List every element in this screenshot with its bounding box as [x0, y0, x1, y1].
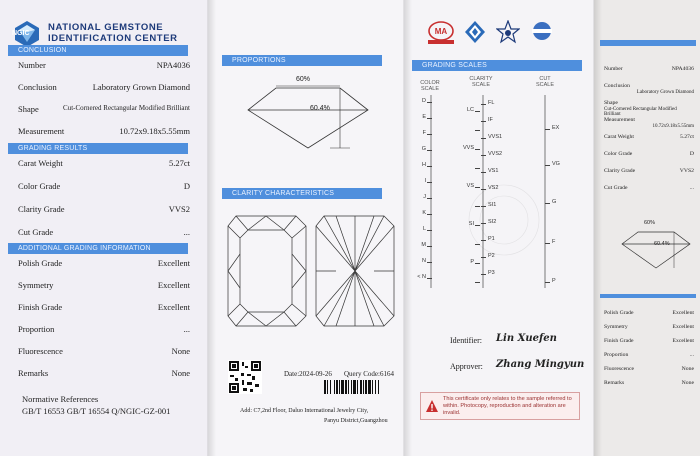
section-conclusion: CONCLUSION	[8, 45, 188, 56]
normative-value: GB/T 16553 GB/T 16554 Q/NGIC-GZ-001	[22, 406, 171, 416]
panel-grading-scales	[404, 0, 594, 456]
clarity_right-label: SI2	[488, 219, 497, 225]
svg-text:MA: MA	[434, 27, 448, 36]
barcode-bar	[324, 380, 326, 394]
p4-conclusion-label: Conclusion	[604, 83, 630, 89]
clarity_left-label: P	[470, 259, 474, 265]
measurement-row	[18, 126, 190, 140]
shape-label: Shape	[18, 104, 39, 114]
clarity-grade-label: Clarity Grade	[18, 204, 65, 214]
fluorescence-label: Fluorescence	[18, 346, 63, 356]
query-code: Query Code:6164	[344, 370, 394, 378]
color-label: L	[422, 226, 426, 232]
color-tick	[427, 166, 432, 167]
polish-grade-row	[18, 258, 190, 272]
color-tick	[427, 182, 432, 183]
measurement-label: Measurement	[18, 126, 65, 136]
clarity_right-label: SI1	[488, 202, 497, 208]
color-scale-title: COLOR SCALE	[420, 80, 440, 92]
color-tick	[427, 134, 432, 135]
p4-carat-weight-value: 5.27ct	[679, 134, 694, 140]
clarity_left-tick	[475, 206, 480, 207]
p4-fluorescence-value: None	[681, 366, 694, 372]
color-tick	[427, 262, 432, 263]
carat-weight-value: 5.27ct	[168, 158, 190, 168]
p4-header-bar	[600, 40, 696, 46]
clarity_right-label: P1	[488, 236, 495, 242]
cut-label: G	[552, 199, 557, 205]
clarity-plot-diagram	[226, 214, 396, 328]
clarity_left-label: VVS	[462, 145, 474, 151]
p4-fluorescence-label: Fluorescence	[604, 366, 635, 372]
color-label: J	[423, 194, 426, 200]
shape-row	[18, 104, 190, 118]
color-label: G	[421, 146, 426, 152]
clarity_right-tick	[481, 172, 486, 173]
barcode-bar	[339, 380, 340, 394]
proportion-row	[18, 324, 190, 338]
identifier-signature: Lin Xuefen	[496, 333, 557, 344]
barcode-bar	[327, 380, 328, 394]
p4-polish-grade-label: Polish Grade	[604, 310, 634, 316]
color-label: < N	[417, 274, 426, 280]
p4-number-label: Number	[604, 66, 623, 72]
clarity_right-tick	[481, 274, 486, 275]
p4-carat-weight-label: Carat Weight	[604, 134, 634, 140]
cut-tick	[545, 203, 550, 204]
section-proportions: PROPORTIONS	[222, 55, 382, 66]
clarity_right-label: P3	[488, 270, 495, 276]
color-label: D	[422, 98, 426, 104]
color-label: I	[424, 178, 426, 184]
cut-grade-row	[18, 227, 190, 241]
clarity-scale-title: CLARITY SCALE	[469, 76, 493, 88]
section-clarity: CLARITY CHARACTERISTICS	[222, 188, 382, 199]
cut-grade-value: ...	[183, 227, 190, 237]
color-grade-label: Color Grade	[18, 181, 61, 191]
section-additional: ADDITIONAL GRADING INFORMATION	[8, 243, 188, 254]
color-tick	[427, 278, 432, 279]
clarity_right-label: VVS1	[488, 134, 503, 140]
barcode-bar	[365, 380, 367, 394]
p4-remarks-value: None	[681, 380, 694, 386]
barcode-bar	[336, 380, 338, 394]
qr-code-icon[interactable]	[228, 360, 262, 394]
shape-value: Cut-Cornered Rectangular Modified Brilliant	[63, 104, 190, 112]
identifier-label: Identifier:	[450, 336, 482, 345]
panel-back-copy	[594, 0, 700, 456]
conclusion-row	[18, 82, 190, 96]
cut-label: VG	[552, 161, 560, 167]
symmetry-label: Symmetry	[18, 280, 54, 290]
panel-diagrams	[208, 0, 404, 456]
color-tick	[427, 102, 432, 103]
barcode-bar	[341, 380, 344, 394]
measurement-value: 10.72x9.18x5.55mm	[119, 126, 190, 136]
cut-label: P	[552, 278, 556, 284]
p4-clarity-grade-value: VVS2	[679, 168, 694, 174]
barcode-bar	[351, 380, 352, 394]
p4-color-grade-label: Color Grade	[604, 151, 633, 157]
clarity_right-tick	[481, 257, 486, 258]
p4-measurement-label: Measurement	[604, 117, 635, 123]
barcode-bar	[357, 380, 358, 394]
p4-measurement-value: 10.72x9.18x5.55mm	[652, 124, 694, 129]
fluorescence-value: None	[171, 346, 190, 356]
clarity_right-tick	[481, 223, 486, 224]
carat-weight-row	[18, 158, 190, 172]
p4-proportion-label: Proportion	[604, 352, 629, 358]
color-grade-value: D	[183, 181, 190, 191]
barcode-bar	[372, 380, 373, 394]
barcode-bar	[360, 380, 362, 394]
barcode-icon	[324, 380, 396, 394]
finish-grade-row	[18, 302, 190, 316]
section-grading-scales: GRADING SCALES	[412, 60, 582, 71]
clarity_right-label: VS1	[488, 168, 499, 174]
p4-section-bar	[600, 294, 696, 298]
barcode-bar	[368, 380, 371, 394]
color-tick	[427, 230, 432, 231]
fluorescence-row	[18, 346, 190, 360]
clarity_left-label: VS	[466, 183, 474, 189]
p4-polish-grade-value: Excellent	[672, 310, 694, 316]
p4-number-value: NPA4036	[671, 66, 694, 72]
number-row	[18, 60, 190, 74]
conclusion-value: Laboratory Grown Diamond	[92, 82, 190, 92]
cut-tick	[545, 165, 550, 166]
clarity_right-label: IF	[488, 117, 493, 123]
p4-symmetry-value: Excellent	[672, 324, 694, 330]
polish-grade-label: Polish Grade	[18, 258, 63, 268]
p4-cut-grade-value: ...	[689, 185, 694, 191]
clarity_right-tick	[481, 121, 486, 122]
clarity_left-tick	[475, 111, 480, 112]
finish-grade-value: Excellent	[157, 302, 190, 312]
org-name-line1: NATIONAL GEMSTONE	[48, 22, 164, 33]
clarity_left-label: LC	[466, 107, 474, 113]
clarity_left-tick	[475, 168, 480, 169]
barcode-bar	[345, 380, 347, 394]
clarity_left-label: SI	[468, 221, 474, 227]
symmetry-value: Excellent	[157, 280, 190, 290]
clarity_right-label: VS2	[488, 185, 499, 191]
p4-color-grade-value: D	[689, 151, 694, 157]
polish-grade-value: Excellent	[157, 258, 190, 268]
barcode-bar	[353, 380, 356, 394]
p4-conclusion-value: Laboratory Grown Diamond	[636, 90, 694, 95]
remarks-row	[18, 368, 190, 382]
p4-remarks-label: Remarks	[604, 380, 625, 386]
table-percent: 60%	[296, 76, 311, 83]
cut-tick	[545, 282, 550, 283]
color-label: E	[422, 114, 426, 120]
barcode-bar	[334, 380, 335, 394]
clarity_right-label: P2	[488, 253, 495, 259]
org-name-line2: IDENTIFICATION CENTER	[48, 33, 178, 44]
clarity_left-tick	[475, 187, 480, 188]
cut-tick	[545, 129, 550, 130]
color-label: N	[422, 258, 426, 264]
address-line1: Add: C7,2nd Floor, Daluo International Jewelry City,	[240, 408, 369, 414]
clarity_right-tick	[481, 138, 486, 139]
cut-label: EX	[552, 125, 560, 131]
cut-tick	[545, 243, 550, 244]
approver-signature: Zhang Mingyun	[496, 359, 585, 370]
conclusion-label: Conclusion	[18, 82, 57, 92]
barcode-bar	[378, 380, 379, 394]
color-label: F	[422, 130, 426, 136]
clarity-grade-value: VVS2	[168, 204, 190, 214]
issue-date: Date:2024-09-26	[284, 370, 332, 378]
barcode-bar	[348, 380, 349, 394]
panel-summary	[0, 0, 208, 456]
p4-shape-label: Shape	[604, 100, 618, 106]
disclaimer-text: This certificate only relates to the sample referred to within. Photocopy, reproduction and alteration are invalid.	[443, 396, 572, 416]
remarks-label: Remarks	[18, 368, 49, 378]
p4-cut-grade-label: Cut Grade	[604, 185, 628, 191]
number-value: NPA4036	[156, 60, 190, 70]
clarity_left-tick	[475, 282, 480, 283]
barcode-bar	[363, 380, 364, 394]
logo-text: NGIC	[12, 30, 30, 37]
clarity_left-tick	[475, 244, 480, 245]
p4-proportion-value: ...	[689, 352, 694, 358]
cut-label: F	[552, 239, 556, 245]
p4-finish-grade-value: Excellent	[672, 338, 694, 344]
proportion-label: Proportion	[18, 324, 55, 334]
color-tick	[427, 246, 432, 247]
p4-finish-grade-label: Finish Grade	[604, 338, 634, 344]
clarity_right-tick	[481, 189, 486, 190]
proportion-value: ...	[183, 324, 190, 334]
cut-scale-title: CUT SCALE	[535, 76, 555, 88]
clarity_right-tick	[481, 206, 486, 207]
clarity_right-label: FL	[488, 100, 495, 106]
p4-symmetry-label: Symmetry	[604, 324, 628, 330]
disclaimer	[420, 392, 580, 420]
barcode-bar	[375, 380, 376, 394]
cut-grade-label: Cut Grade	[18, 227, 54, 237]
warning-icon	[425, 399, 439, 413]
watermark-icon	[444, 180, 564, 260]
depth-percent: 60.4%	[310, 105, 330, 112]
clarity_right-tick	[481, 240, 486, 241]
section-grading-results: GRADING RESULTS	[8, 143, 188, 154]
color-label: M	[421, 242, 426, 248]
p4-clarity-grade-label: Clarity Grade	[604, 168, 636, 174]
color-grade-row	[18, 181, 190, 195]
clarity_right-tick	[481, 104, 486, 105]
color-tick	[427, 150, 432, 151]
color-tick	[427, 198, 432, 199]
clarity-grade-row	[18, 204, 190, 218]
approver-label: Approver:	[450, 362, 483, 371]
clarity_left-tick	[475, 225, 480, 226]
clarity_right-tick	[481, 155, 486, 156]
number-label: Number	[18, 60, 46, 70]
address-line2: Panyu District,Guangzhou	[324, 418, 388, 424]
clarity_left-tick	[475, 130, 480, 131]
color-tick	[427, 118, 432, 119]
finish-grade-label: Finish Grade	[18, 302, 63, 312]
p4-shape-value: Cut-Cornered Rectangular Modified Brilliant	[604, 107, 677, 117]
color-label: K	[422, 210, 426, 216]
carat-weight-label: Carat Weight	[18, 158, 63, 168]
barcode-bar	[330, 380, 331, 394]
p4-table-percent: 60%	[644, 220, 656, 226]
normative-label: Normative References	[22, 394, 99, 404]
color-tick	[427, 214, 432, 215]
symmetry-row	[18, 280, 190, 294]
clarity_left-tick	[475, 263, 480, 264]
p4-depth-percent: 60.4%	[654, 241, 670, 247]
clarity_right-label: VVS2	[488, 151, 503, 157]
color-label: H	[422, 162, 426, 168]
remarks-value: None	[171, 368, 190, 378]
clarity_left-tick	[475, 149, 480, 150]
